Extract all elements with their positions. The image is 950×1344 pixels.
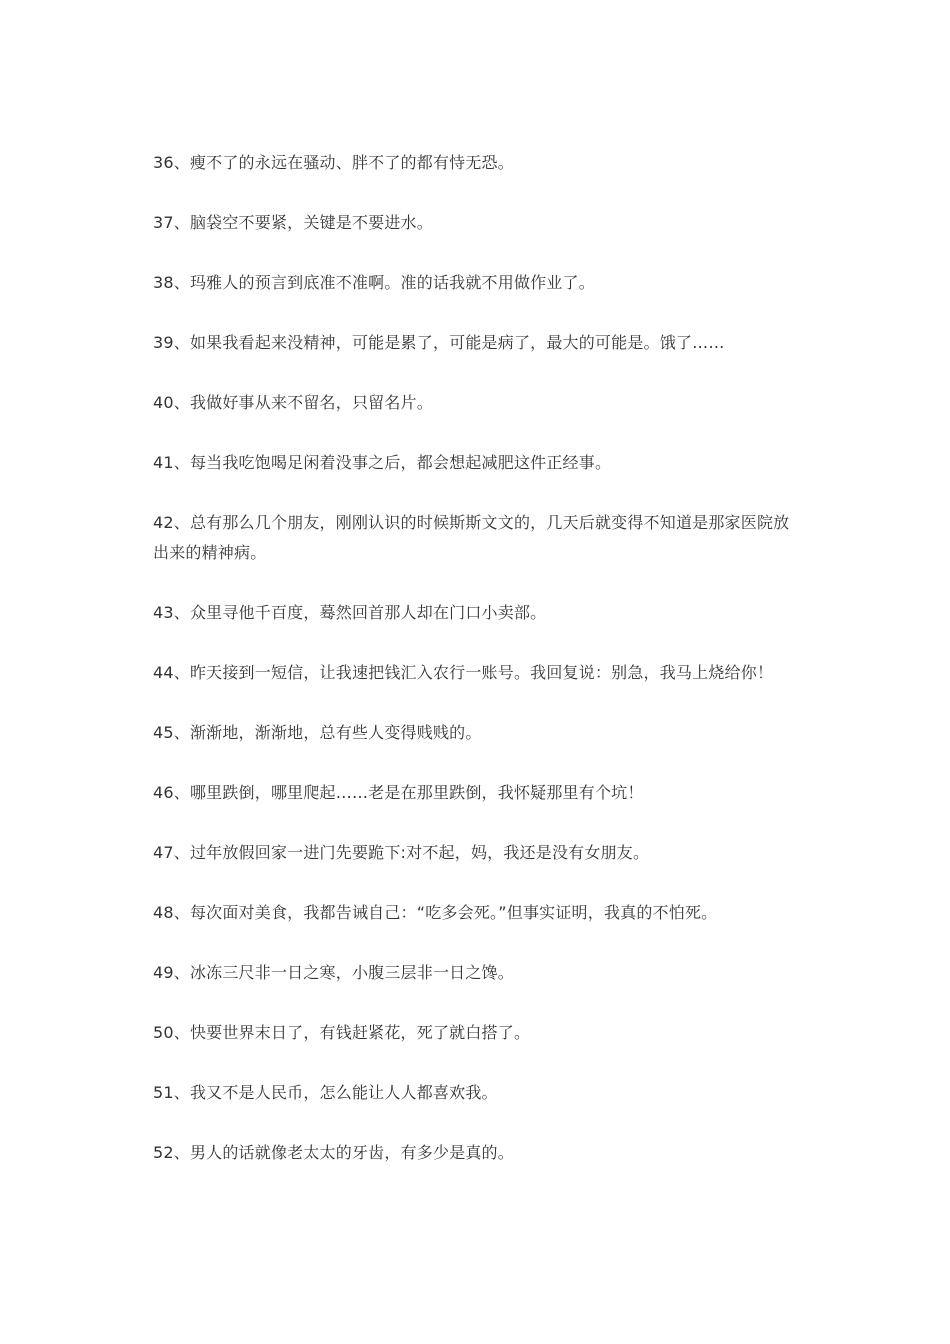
joke-list [153,148,803,1198]
list-item: 48、每次面对美食，我都告诫自己：“吃多会死。”但事实证明，我真的不怕死。 [153,903,718,922]
list-item: 50、快要世界末日了，有钱赶紧花，死了就白搭了。 [153,1023,531,1042]
list-item: 40、我做好事从来不留名，只留名片。 [153,393,433,412]
list-item: 41、每当我吃饱喝足闲着没事之后，都会想起减肥这件正经事。 [153,453,612,472]
list-item: 47、过年放假回家一进门先要跪下:对不起，妈，我还是没有女朋友。 [153,843,650,862]
list-item: 45、渐渐地，渐渐地，总有些人变得贱贱的。 [153,723,482,742]
list-item: 52、男人的话就像老太太的牙齿，有多少是真的。 [153,1143,514,1162]
list-item: 43、众里寻他千百度，蓦然回首那人却在门口小卖部。 [153,603,547,622]
list-item: 37、脑袋空不要紧，关键是不要进水。 [153,213,433,232]
list-item: 46、哪里跌倒，哪里爬起……老是在那里跌倒，我怀疑那里有个坑！ [153,783,644,802]
list-item: 44、昨天接到一短信，让我速把钱汇入农行一账号。我回复说：别急，我马上烧给你！ [153,663,774,682]
list-item: 38、玛雅人的预言到底准不准啊。准的话我就不用做作业了。 [153,273,595,292]
list-item: 36、瘦不了的永远在骚动、胖不了的都有恃无恐。 [153,153,514,172]
list-item: 42、总有那么几个朋友，刚刚认识的时候斯斯文文的，几天后就变得不知道是那家医院放出来的精神病。 [153,513,790,562]
list-item: 39、如果我看起来没精神，可能是累了，可能是病了，最大的可能是。饿了…… [153,333,725,352]
list-item: 49、冰冻三尺非一日之寒，小腹三层非一日之馋。 [153,963,514,982]
list-item: 51、我又不是人民币，怎么能让人人都喜欢我。 [153,1083,498,1102]
